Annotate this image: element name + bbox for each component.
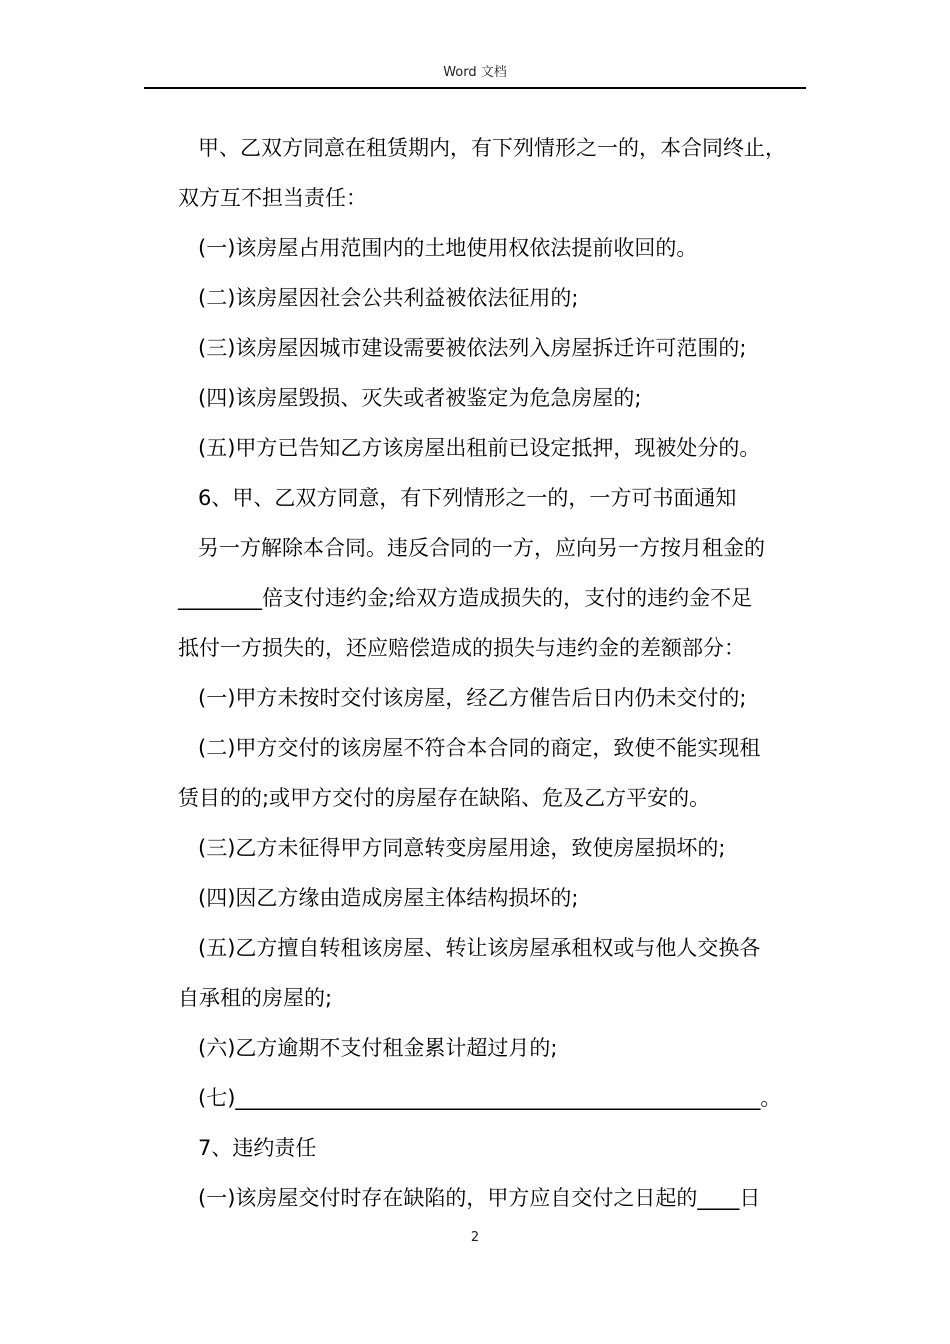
paragraph-line: 双方互不担当责任： [178,186,367,210]
paragraph-line: (四)该房屋毁损、灭失或者被鉴定为危急房屋的; [198,386,642,410]
paragraph-line: 自承租的房屋的; [178,986,333,1010]
paragraph-line: 7、违约责任 [198,1136,317,1160]
paragraph-line: 6、甲、乙双方同意，有下列情形之一的，一方可书面通知 [198,486,737,510]
paragraph-line: (四)因乙方缘由造成房屋主体结构损坏的; [198,886,579,910]
paragraph-line: (六)乙方逾期不支付租金累计超过月的; [198,1036,558,1060]
header-title: Word 文档 [443,65,507,80]
paragraph-line: ________倍支付违约金;给双方造成损失的，支付的违约金不足 [178,586,753,610]
paragraph-line: 抵付一方损失的，还应赔偿造成的损失与违约金的差额部分： [178,636,745,660]
paragraph-line: (二)该房屋因社会公共利益被依法征用的; [198,286,579,310]
page-number: 2 [470,1230,480,1245]
paragraph-line: 另一方解除本合同。违反合同的一方，应向另一方按月租金的 [198,536,765,560]
paragraph-line: (七)__________________________________________________。 [198,1086,782,1110]
paragraph-line: (一)甲方未按时交付该房屋，经乙方催告后日内仍未交付的; [198,686,747,710]
paragraph-line: (五)甲方已告知乙方该房屋出租前已设定抵押，现被处分的。 [198,436,761,460]
paragraph-line: (五)乙方擅自转租该房屋、转让该房屋承租权或与他人交换各 [198,936,761,960]
paragraph-line: (三)该房屋因城市建设需要被依法列入房屋拆迁许可范围的; [198,336,747,360]
paragraph-line: (二)甲方交付的该房屋不符合本合同的商定，致使不能实现租 [198,736,761,760]
paragraph-line: (一)该房屋占用范围内的土地使用权依法提前收回的。 [198,236,698,260]
paragraph-line: (三)乙方未征得甲方同意转变房屋用途，致使房屋损坏的; [198,836,726,860]
paragraph-line: 赁目的的;或甲方交付的房屋存在缺陷、危及乙方平安的。 [178,786,711,810]
paragraph-line: 甲、乙双方同意在租赁期内，有下列情形之一的，本合同终止， [198,136,786,160]
page-footer [0,1230,950,1246]
paragraph-line: (一)该房屋交付时存在缺陷的，甲方应自交付之日起的____日 [198,1186,761,1210]
